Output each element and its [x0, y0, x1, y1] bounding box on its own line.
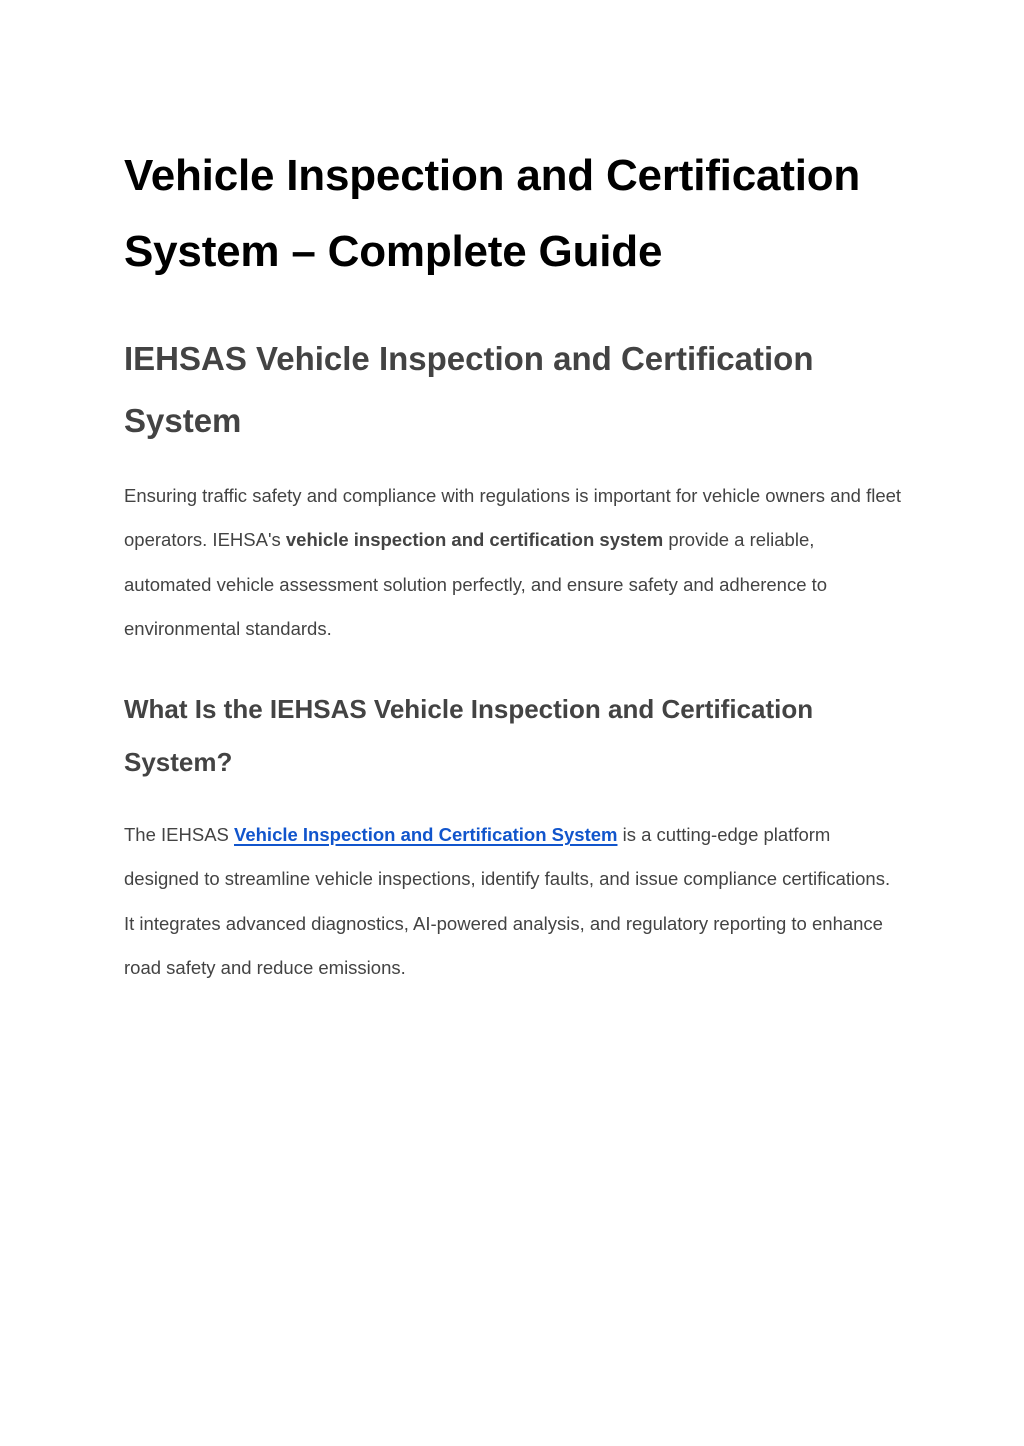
section-heading: IEHSAS Vehicle Inspection and Certification System: [124, 340, 814, 439]
intro-paragraph: [124, 474, 904, 651]
intro-bold-phrase: vehicle inspection and certification system: [285, 529, 664, 551]
description-text-end: is a cutting-edge platform designed to streamline vehicle inspections, identify faults, and issue compliance certifications. It integrates advanced diagnostics, AI-powered analysis, and regulatory reporting to enhance road safety and reduce emissions.: [124, 824, 891, 979]
system-link[interactable]: Vehicle Inspection and Certification System: [234, 824, 618, 846]
page-title: Vehicle Inspection and Certification System – Complete Guide: [124, 151, 861, 276]
description-text-start: The IEHSAS: [124, 824, 235, 846]
intro-text-start: Ensuring traffic safety and compliance with regulations is important for vehicle owners and fleet operators. IEHSA's: [124, 485, 902, 551]
document-page: [124, 138, 904, 990]
description-paragraph: [124, 813, 904, 990]
sub-heading: What Is the IEHSAS Vehicle Inspection and Certification System?: [124, 694, 814, 778]
intro-text-end: provide a reliable, automated vehicle assessment solution perfectly, and ensure safety and adherence to environmental standards.: [124, 529, 828, 639]
